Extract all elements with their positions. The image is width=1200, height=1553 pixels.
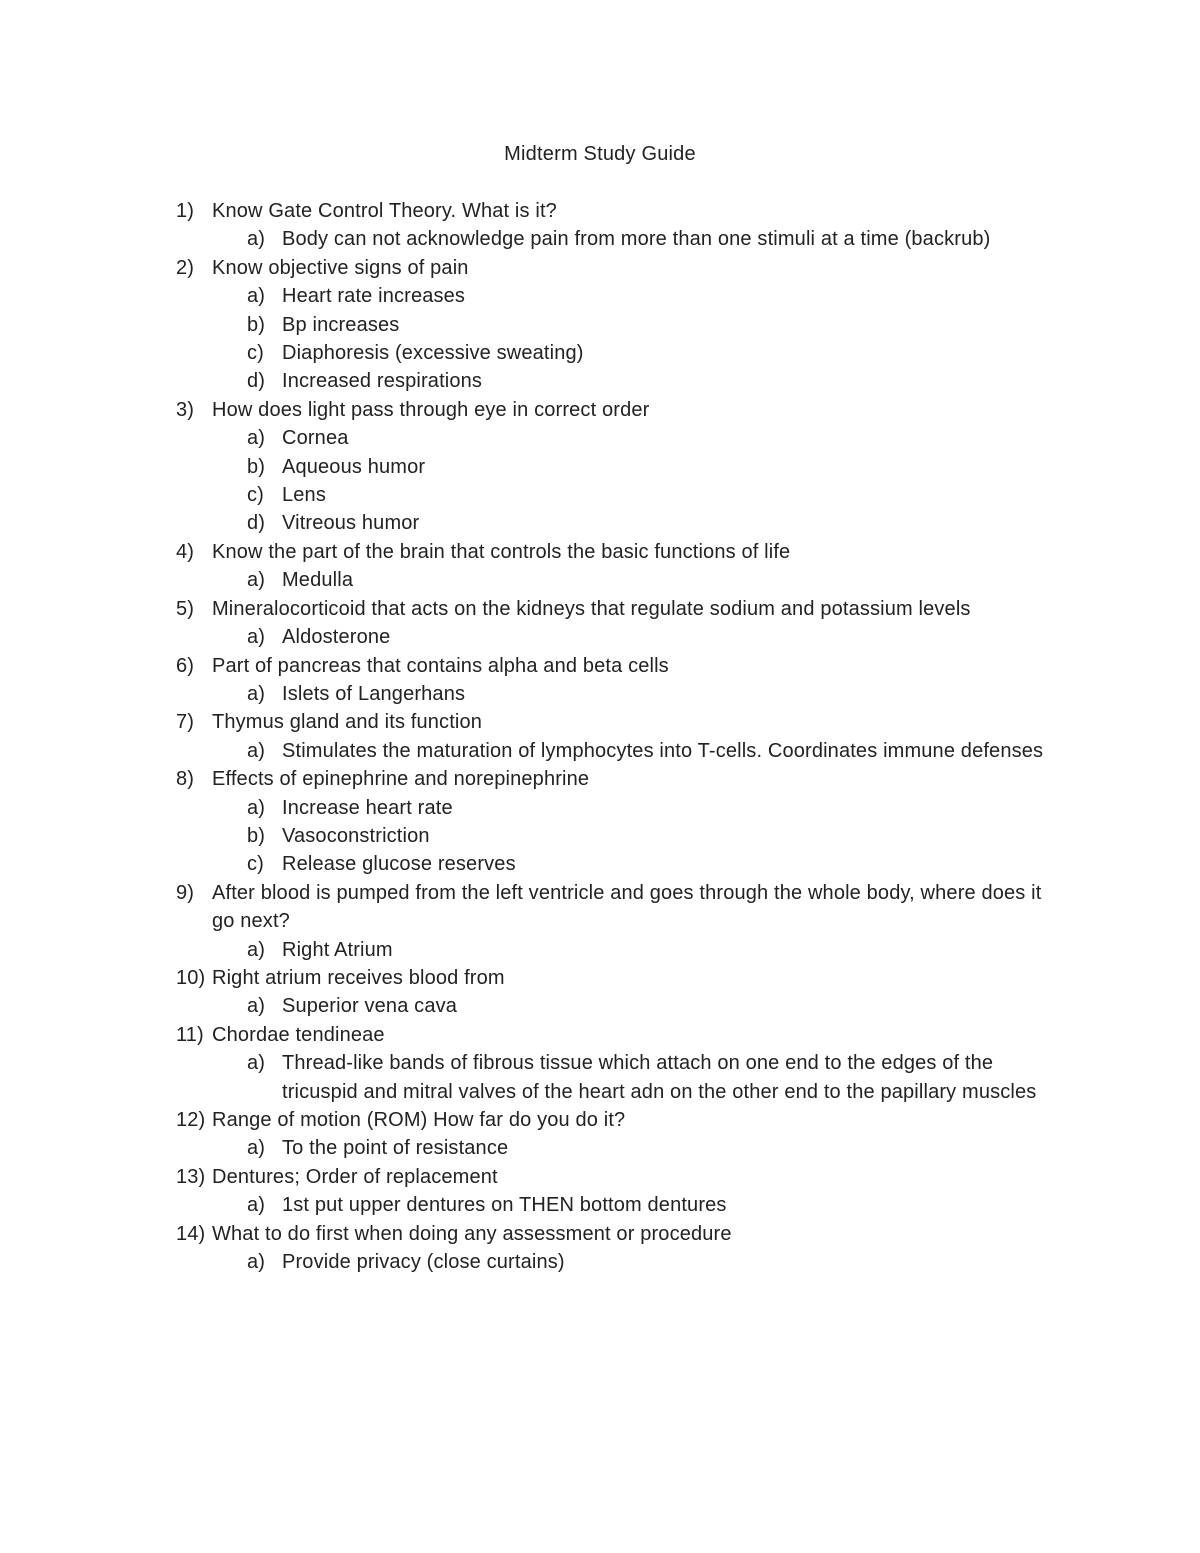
question-row — [176, 254, 1056, 282]
page-title: Midterm Study Guide — [504, 143, 696, 165]
question-item — [176, 197, 1056, 254]
answer-letter: d) — [247, 370, 266, 393]
question-number: 9) — [176, 881, 195, 904]
question-number: 6) — [176, 654, 195, 677]
question-text: How does light pass through eye in correct order — [212, 398, 650, 421]
answer-text: Vitreous humor — [282, 512, 420, 535]
answer-item — [176, 680, 1056, 708]
question-item — [176, 396, 1056, 538]
question-row — [176, 964, 1056, 992]
question-item — [176, 652, 1056, 709]
question-item — [176, 765, 1056, 879]
answer-text: Aqueous humor — [282, 455, 426, 478]
question-number: 5) — [176, 597, 195, 620]
answer-list — [176, 1134, 1056, 1162]
answer-letter: a) — [247, 1137, 266, 1160]
answer-item — [176, 822, 1056, 850]
answer-letter: c) — [247, 342, 264, 365]
question-text: Know objective signs of pain — [212, 256, 469, 279]
answer-item — [176, 1248, 1056, 1276]
answer-item — [176, 794, 1056, 822]
answer-text: Provide privacy (close curtains) — [282, 1251, 565, 1274]
question-row — [176, 1220, 1056, 1248]
question-item — [176, 964, 1056, 1021]
question-row — [176, 1163, 1056, 1191]
answer-list — [176, 623, 1056, 651]
question-text: What to do first when doing any assessment or procedure — [212, 1222, 732, 1245]
answer-letter: a) — [247, 1194, 266, 1217]
answer-letter: a) — [247, 1251, 266, 1274]
question-row — [176, 595, 1056, 623]
answer-letter: a) — [247, 995, 266, 1018]
question-number: 8) — [176, 768, 195, 791]
answer-item — [176, 282, 1056, 310]
answer-item — [176, 737, 1056, 765]
answer-item — [176, 367, 1056, 395]
answer-list — [176, 992, 1056, 1020]
answer-item — [176, 453, 1056, 481]
question-item — [176, 879, 1056, 964]
question-text: Know the part of the brain that controls the basic functions of life — [212, 540, 791, 563]
question-row — [176, 396, 1056, 424]
question-number: 1) — [176, 200, 195, 222]
question-item — [176, 1220, 1056, 1277]
question-row — [176, 538, 1056, 566]
question-number: 14) — [176, 1222, 206, 1245]
question-number: 3) — [176, 398, 195, 421]
answer-letter: a) — [247, 228, 266, 251]
answer-list — [176, 737, 1056, 765]
question-number: 10) — [176, 966, 206, 989]
question-item — [176, 254, 1056, 396]
question-text: Know Gate Control Theory. What is it? — [212, 200, 557, 222]
question-text: Right atrium receives blood from — [212, 966, 505, 989]
question-text: Range of motion (ROM) How far do you do it? — [212, 1109, 626, 1131]
answer-item — [176, 1134, 1056, 1162]
answer-text: Increase heart rate — [282, 796, 453, 819]
question-number: 13) — [176, 1165, 206, 1188]
answer-item — [176, 424, 1056, 452]
answer-item — [176, 509, 1056, 537]
question-number: 7) — [176, 711, 195, 734]
answer-item — [176, 992, 1056, 1020]
answer-text: Vasoconstriction — [282, 824, 430, 847]
question-text: Effects of epinephrine and norepinephrine — [212, 768, 590, 791]
question-item — [176, 595, 1056, 652]
answer-text: Cornea — [282, 427, 349, 450]
answer-text: Right Atrium — [282, 938, 393, 961]
answer-text: Lens — [282, 484, 326, 507]
answer-letter: a) — [247, 682, 266, 705]
answer-letter: d) — [247, 512, 266, 535]
question-row — [176, 765, 1056, 793]
answer-text: Thread-like bands of fibrous tissue which attach on one end to the edges of the tricuspid and mitral valves of the heart adn on the other end to the papillary muscles — [282, 1052, 1037, 1103]
answer-item — [176, 481, 1056, 509]
answer-text: Increased respirations — [282, 370, 483, 393]
question-number: 12) — [176, 1109, 206, 1131]
question-row — [176, 652, 1056, 680]
answer-item — [176, 623, 1056, 651]
answer-list — [176, 1049, 1056, 1106]
answer-list — [176, 794, 1056, 879]
answer-letter: c) — [247, 853, 264, 876]
question-list — [176, 197, 1056, 1276]
question-row — [176, 1021, 1056, 1049]
answer-list — [176, 1248, 1056, 1276]
answer-list — [176, 936, 1056, 964]
question-text: Dentures; Order of replacement — [212, 1165, 498, 1188]
answer-letter: a) — [247, 1052, 266, 1075]
question-item — [176, 538, 1056, 595]
answer-item — [176, 566, 1056, 594]
answer-list — [176, 424, 1056, 538]
question-row — [176, 197, 1056, 225]
question-number: 2) — [176, 256, 195, 279]
question-text: After blood is pumped from the left ventricle and goes through the whole body, where does it go next? — [212, 881, 1042, 933]
question-item — [176, 1163, 1056, 1220]
answer-letter: c) — [247, 484, 264, 507]
answer-list — [176, 680, 1056, 708]
question-row — [176, 708, 1056, 736]
answer-letter: a) — [247, 796, 266, 819]
answer-letter: b) — [247, 824, 266, 847]
answer-text: Aldosterone — [282, 626, 391, 649]
answer-text: Bp increases — [282, 313, 400, 336]
answer-letter: b) — [247, 455, 266, 478]
answer-text: Release glucose reserves — [282, 853, 516, 876]
answer-list — [176, 282, 1056, 396]
answer-letter: a) — [247, 626, 266, 649]
answer-text: Diaphoresis (excessive sweating) — [282, 342, 584, 365]
answer-item — [176, 225, 1056, 253]
question-row — [176, 879, 1056, 936]
answer-list — [176, 1191, 1056, 1219]
answer-text: Heart rate increases — [282, 285, 466, 308]
answer-letter: a) — [247, 739, 266, 762]
answer-text: Body can not acknowledge pain from more than one stimuli at a time (backrub) — [282, 228, 991, 251]
question-number: 11) — [176, 1023, 204, 1046]
question-item — [176, 1021, 1056, 1106]
answer-item — [176, 1049, 1056, 1106]
answer-letter: b) — [247, 313, 266, 336]
answer-item — [176, 850, 1056, 878]
answer-text: Islets of Langerhans — [282, 682, 466, 705]
question-item — [176, 1106, 1056, 1163]
answer-letter: a) — [247, 569, 266, 592]
answer-item — [176, 339, 1056, 367]
answer-letter: a) — [247, 285, 266, 308]
answer-item — [176, 311, 1056, 339]
question-text: Thymus gland and its function — [212, 711, 483, 734]
answer-letter: a) — [247, 938, 266, 961]
question-item — [176, 708, 1056, 765]
question-text: Chordae tendineae — [212, 1023, 385, 1046]
answer-letter: a) — [247, 427, 266, 450]
question-text: Mineralocorticoid that acts on the kidneys that regulate sodium and potassium levels — [212, 597, 971, 620]
question-text: Part of pancreas that contains alpha and beta cells — [212, 654, 669, 677]
answer-text: To the point of resistance — [282, 1137, 509, 1160]
answer-text: Stimulates the maturation of lymphocytes into T-cells. Coordinates immune defenses — [282, 739, 1044, 762]
answer-text: 1st put upper dentures on THEN bottom dentures — [282, 1194, 727, 1217]
answer-item — [176, 936, 1056, 964]
answer-list — [176, 566, 1056, 594]
question-number: 4) — [176, 540, 195, 563]
answer-list — [176, 225, 1056, 253]
answer-item — [176, 1191, 1056, 1219]
answer-text: Medulla — [282, 569, 354, 592]
question-row — [176, 1106, 1056, 1134]
answer-text: Superior vena cava — [282, 995, 458, 1018]
